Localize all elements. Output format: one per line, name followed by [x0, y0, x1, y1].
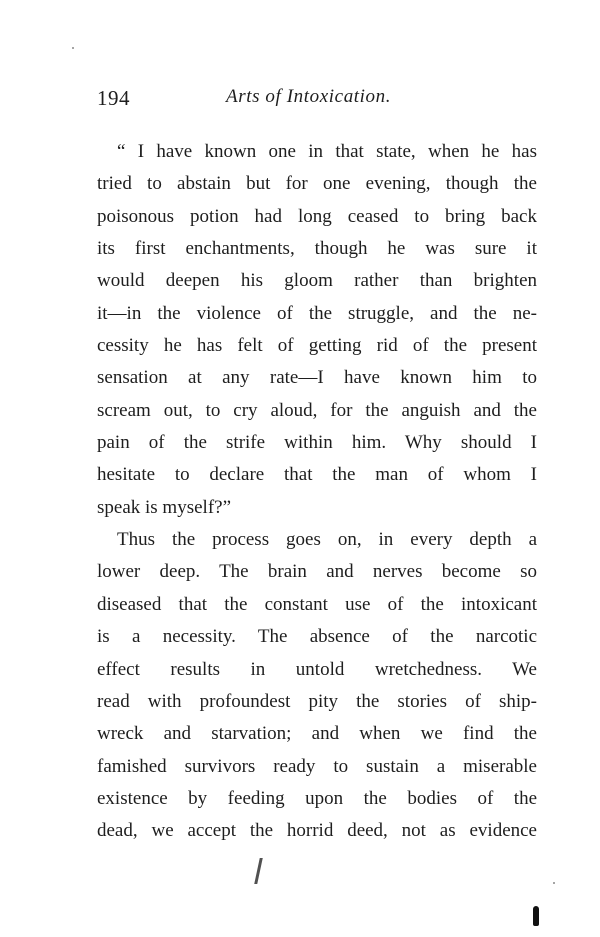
text-line: existence by feeding upon the bodies of the [97, 787, 537, 809]
text-line: would deepen his gloom rather than brighten [97, 270, 537, 292]
page-header [97, 86, 537, 116]
text-line: its first enchantments, though he was sure it [97, 238, 537, 260]
text-line: lower deep. The brain and nerves become so [97, 561, 537, 583]
paper-speck [72, 47, 74, 49]
text-line: speak is myself?” [97, 496, 232, 518]
text-line: it—in the violence of the struggle, and the ne- [97, 302, 537, 324]
text-line: hesitate to declare that the man of whom I [97, 464, 537, 486]
ink-blot [533, 906, 539, 926]
text-line: “ I have known one in that state, when he has [117, 141, 537, 162]
text-line: cessity he has felt of getting rid of the present [97, 335, 537, 357]
text-line: diseased that the constant use of the intoxicant [97, 593, 537, 615]
text-line: wreck and starvation; and when we find the [97, 723, 537, 745]
text-line: is a necessity. The absence of the narcotic [97, 626, 537, 648]
text-line: famished survivors ready to sustain a miserable [97, 755, 537, 777]
paper-speck [553, 882, 555, 884]
text-line: poisonous potion had long ceased to bring back [97, 205, 537, 227]
stray-pen-mark [254, 858, 263, 884]
text-line: read with profoundest pity the stories of ship- [97, 690, 537, 712]
text-line: pain of the strife within him. Why should I [97, 432, 537, 454]
body-text [97, 136, 537, 848]
text-line: sensation at any rate—I have known him to [97, 367, 537, 389]
page-number: 194 [97, 86, 130, 110]
text-line: effect results in untold wretchedness. We [97, 658, 537, 680]
text-line: tried to abstain but for one evening, though the [97, 173, 537, 195]
running-head: Arts of Intoxication. [226, 86, 392, 107]
text-line: dead, we accept the horrid deed, not as evidence [97, 820, 537, 842]
text-line: Thus the process goes on, in every depth a [117, 529, 537, 551]
text-line: scream out, to cry aloud, for the anguish and the [97, 399, 537, 421]
